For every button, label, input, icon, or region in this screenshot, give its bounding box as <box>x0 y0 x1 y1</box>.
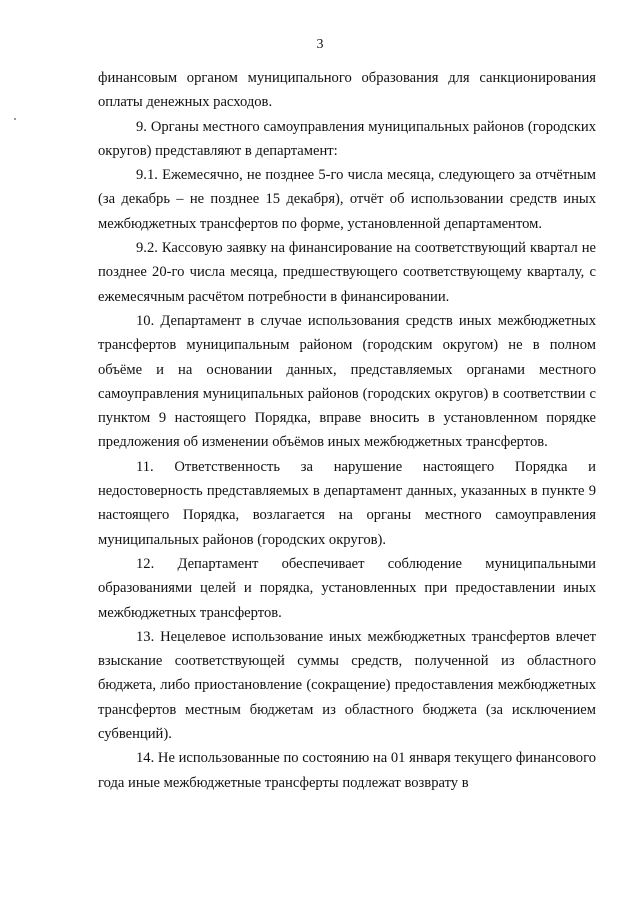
paragraph-11: 11. Ответственность за нарушение настоящего Порядка и недостоверность представляемых в департамент данных, указанных в пункте 9 настоящего Порядка, возлагается на органы местного самоуправления муниципальных районов (городских округов). <box>98 458 596 548</box>
paragraph-9-1: 9.1. Ежемесячно, не позднее 5-го числа месяца, следующего за отчётным (за декабрь – не позднее 15 декабря), отчёт об использовании средств иных межбюджетных трансфертов по форме, установленной департаментом. <box>98 167 596 232</box>
paragraph-12: 12. Департамент обеспечивает соблюдение муниципальными образованиями целей и порядка, установленных при предоставлении иных межбюджетных трансфертов. <box>98 555 596 621</box>
paragraph-13: 13. Нецелевое использование иных межбюджетных трансфертов влечет взыскание соответствующей суммы средств, полученной из областного бюджета, либо приостановление (сокращение) предоставления межбюджетных трансфертов местным бюджетам из областного бюджета (за исключением субвенций). <box>98 628 596 743</box>
paragraph-14: 14. Не использованные по состоянию на 01 января текущего финансового года иные межбюджетные трансферты подлежат возврату в <box>98 750 596 791</box>
paragraph-9-2: 9.2. Кассовую заявку на финансирование на соответствующий квартал не позднее 20-го числа месяца, предшествующего соответствующему кварталу, с ежемесячным расчётом потребности в финансировании. <box>98 240 596 305</box>
paragraph-9: 9. Органы местного самоуправления муниципальных районов (городских округов) представляют в департамент: <box>98 118 596 159</box>
paragraph-continuation: финансовым органом муниципального образования для санкционирования оплаты денежных расходов. <box>98 70 596 111</box>
scan-artifact <box>14 118 16 120</box>
document-body <box>98 66 596 795</box>
page-number: 3 <box>316 37 324 52</box>
paragraph-10: 10. Департамент в случае использования средств иных межбюджетных трансфертов муниципальным районом (городским округом) не в полном объёме и на основании данных, представляемых органами местного самоуправления муниципальных районов (городских округов) в соответствии с пунктом 9 настоящего Порядка, вправе вносить в установленном порядке предложения об изменении объёмов иных межбюджетных трансфертов. <box>98 312 596 451</box>
